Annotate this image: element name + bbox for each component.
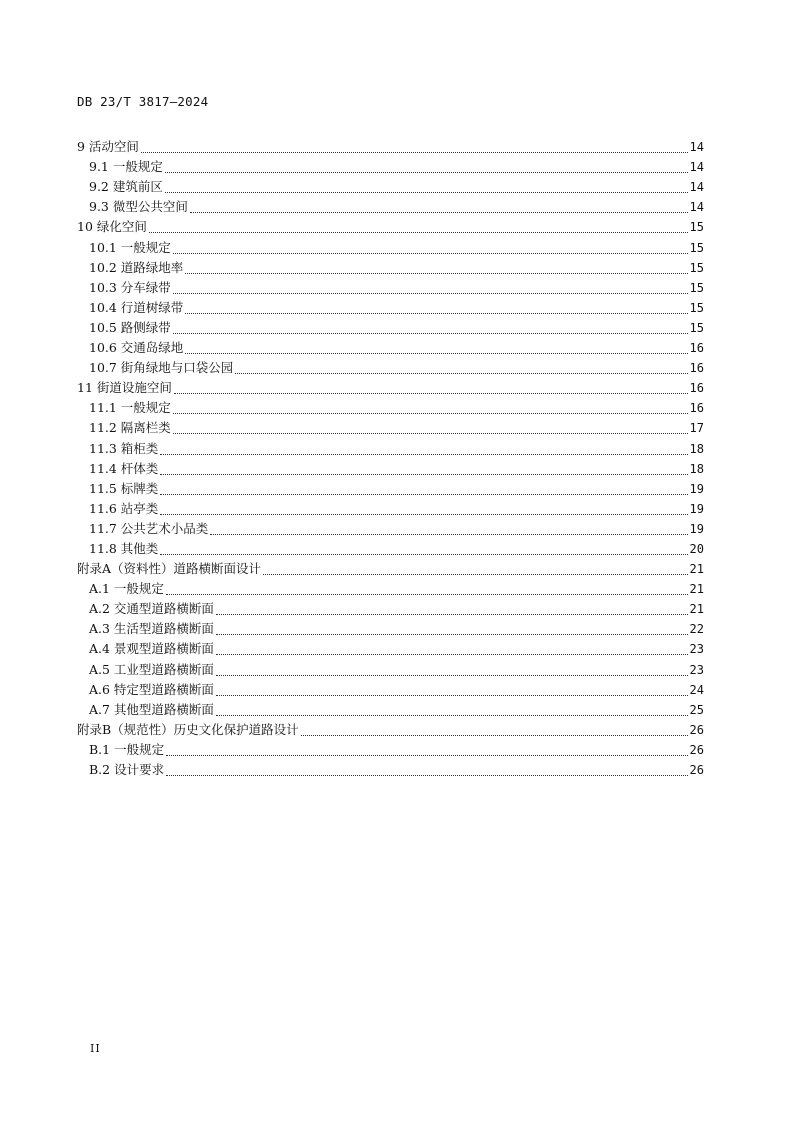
toc-entry-label: 11.3 箱柜类: [89, 440, 159, 456]
toc-entry-page: 14: [689, 200, 704, 215]
toc-entry-page: 19: [689, 501, 704, 516]
toc-entry-label: 11.8 其他类: [89, 540, 159, 556]
toc-entry-page: 26: [689, 722, 704, 737]
toc-entry-page: 26: [689, 763, 704, 777]
toc-entry-label: 11 街道设施空间: [77, 380, 172, 396]
toc-entry-page: 23: [689, 642, 704, 657]
toc-entry[interactable]: [77, 418, 704, 438]
toc-entry-label: A.6 特定型道路横断面: [89, 681, 214, 697]
toc-entry-label: A.3 生活型道路横断面: [89, 621, 214, 637]
toc-entry-label: A.4 景观型道路横断面: [89, 641, 214, 657]
toc-leader-dots: [173, 433, 688, 434]
toc-leader-dots: [166, 594, 688, 595]
page-number: II: [90, 1042, 101, 1055]
toc-entry-label: B.1 一般规定: [89, 741, 165, 757]
toc-entry-label: 11.4 杆体类: [89, 460, 159, 476]
toc-entry-label: 10.4 行道树绿带: [89, 299, 184, 315]
toc-leader-dots: [185, 313, 687, 314]
toc-entry-page: 22: [689, 622, 704, 637]
toc-entry-page: 15: [689, 220, 704, 235]
toc-entry[interactable]: [77, 217, 704, 237]
toc-entry-page: 23: [689, 662, 704, 677]
toc-leader-dots: [190, 212, 688, 213]
document-id-header: DB 23/T 3817—2024: [77, 94, 209, 109]
toc-entry[interactable]: [77, 539, 704, 559]
toc-entry-label: 9.2 建筑前区: [89, 179, 163, 195]
toc-entry[interactable]: [77, 599, 704, 619]
toc-entry-label: 10.6 交通岛绿地: [89, 340, 184, 356]
toc-entry-label: 11.2 隔离栏类: [89, 420, 171, 436]
toc-entry[interactable]: [77, 177, 704, 197]
toc-leader-dots: [166, 775, 687, 776]
toc-entry-label: A.2 交通型道路横断面: [89, 601, 214, 617]
toc-entry-label: 10 绿化空间: [77, 219, 147, 235]
toc-entry-page: 21: [689, 562, 704, 577]
toc-entry-page: 21: [689, 582, 704, 597]
toc-leader-dots: [160, 514, 687, 515]
toc-entry-label: 11.6 站亭类: [89, 500, 159, 516]
toc-leader-dots: [165, 192, 688, 193]
toc-entry[interactable]: [77, 197, 704, 217]
toc-leader-dots: [174, 393, 688, 394]
toc-leader-dots: [173, 293, 688, 294]
toc-entry-page: 19: [689, 521, 704, 536]
toc-entry[interactable]: [77, 438, 704, 458]
toc-entry[interactable]: [77, 237, 704, 257]
toc-leader-dots: [160, 454, 687, 455]
toc-entry-page: 18: [689, 461, 704, 476]
toc-entry-label: 9 活动空间: [77, 139, 139, 155]
toc-entry[interactable]: [77, 479, 704, 499]
toc-entry[interactable]: [77, 639, 704, 659]
toc-entry[interactable]: [77, 740, 704, 760]
toc-entry-page: 15: [689, 260, 704, 275]
toc-leader-dots: [160, 554, 687, 555]
toc-entry-label: 10.7 街角绿地与口袋公园: [89, 360, 234, 376]
toc-entry-page: 14: [689, 180, 704, 195]
toc-entry-page: 16: [689, 361, 704, 376]
toc-entry[interactable]: [77, 659, 704, 679]
toc-entry-page: 15: [689, 320, 704, 335]
toc-entry-page: 18: [689, 441, 704, 456]
toc-entry-page: 17: [689, 421, 704, 436]
toc-entry[interactable]: [77, 358, 704, 378]
toc-leader-dots: [210, 534, 687, 535]
toc-entry-label: A.1 一般规定: [89, 581, 164, 597]
toc-entry-page: 16: [689, 341, 704, 356]
toc-entry[interactable]: [77, 459, 704, 479]
toc-entry[interactable]: [77, 137, 704, 157]
toc-leader-dots: [165, 172, 688, 173]
toc-entry[interactable]: [77, 499, 704, 519]
toc-entry-page: 21: [689, 602, 704, 617]
toc-leader-dots: [216, 634, 688, 635]
toc-entry-label: A.5 工业型道路横断面: [89, 661, 214, 677]
toc-entry[interactable]: [77, 298, 704, 318]
toc-entry-label: 9.3 微型公共空间: [89, 199, 188, 215]
toc-leader-dots: [216, 614, 688, 615]
toc-entry[interactable]: [77, 720, 704, 740]
toc-leader-dots: [263, 574, 688, 575]
toc-entry-label: 10.2 道路绿地率: [89, 259, 184, 275]
toc-leader-dots: [173, 253, 688, 254]
toc-leader-dots: [173, 333, 688, 334]
toc-leader-dots: [166, 755, 687, 756]
toc-leader-dots: [216, 654, 688, 655]
toc-leader-dots: [160, 494, 687, 495]
toc-entry[interactable]: [77, 378, 704, 398]
toc-leader-dots: [185, 353, 687, 354]
toc-entry-page: 14: [689, 160, 704, 175]
toc-entry-page: 24: [689, 682, 704, 697]
toc-entry[interactable]: [77, 318, 704, 338]
toc-entry-page: 15: [689, 240, 704, 255]
toc-leader-dots: [216, 695, 688, 696]
toc-leader-dots: [173, 413, 688, 414]
toc-leader-dots: [149, 232, 688, 233]
toc-entry[interactable]: [77, 619, 704, 639]
toc-entry-label: B.2 设计要求: [89, 762, 165, 777]
toc-leader-dots: [216, 715, 688, 716]
toc-entry[interactable]: [77, 700, 704, 720]
toc-entry-label: 附录A（资料性）道路横断面设计: [77, 561, 262, 577]
toc-entry-label: 附录B（规范性）历史文化保护道路设计: [77, 721, 299, 737]
toc-entry-page: 19: [689, 481, 704, 496]
toc-leader-dots: [235, 373, 687, 374]
toc-entry-label: 11.1 一般规定: [89, 400, 171, 416]
toc-leader-dots: [141, 152, 688, 153]
toc-entry-label: A.7 其他型道路横断面: [89, 701, 214, 717]
toc-leader-dots: [301, 735, 688, 736]
toc-leader-dots: [160, 474, 687, 475]
toc-entry-page: 15: [689, 280, 704, 295]
table-of-contents: [77, 137, 704, 780]
toc-entry-page: 16: [689, 401, 704, 416]
toc-entry-label: 10.3 分车绿带: [89, 279, 171, 295]
toc-entry-label: 11.7 公共艺术小品类: [89, 520, 209, 536]
toc-entry-page: 26: [689, 742, 704, 757]
toc-entry[interactable]: [77, 579, 704, 599]
toc-entry[interactable]: [77, 157, 704, 177]
toc-entry[interactable]: [77, 258, 704, 278]
toc-entry[interactable]: [77, 338, 704, 358]
toc-entry[interactable]: [77, 680, 704, 700]
toc-entry-page: 20: [689, 541, 704, 556]
toc-entry-label: 11.5 标牌类: [89, 480, 159, 496]
toc-entry-label: 9.1 一般规定: [89, 159, 163, 175]
toc-entry[interactable]: [77, 398, 704, 418]
toc-entry-page: 25: [689, 702, 704, 717]
toc-leader-dots: [185, 273, 687, 274]
toc-entry-page: 16: [689, 381, 704, 396]
toc-entry[interactable]: [77, 760, 704, 780]
toc-entry-label: 10.5 路侧绿带: [89, 319, 171, 335]
toc-entry[interactable]: [77, 519, 704, 539]
toc-entry-page: 15: [689, 300, 704, 315]
toc-entry-page: 14: [689, 140, 704, 155]
toc-entry-label: 10.1 一般规定: [89, 239, 171, 255]
toc-leader-dots: [216, 675, 688, 676]
toc-entry[interactable]: [77, 278, 704, 298]
toc-entry[interactable]: [77, 559, 704, 579]
